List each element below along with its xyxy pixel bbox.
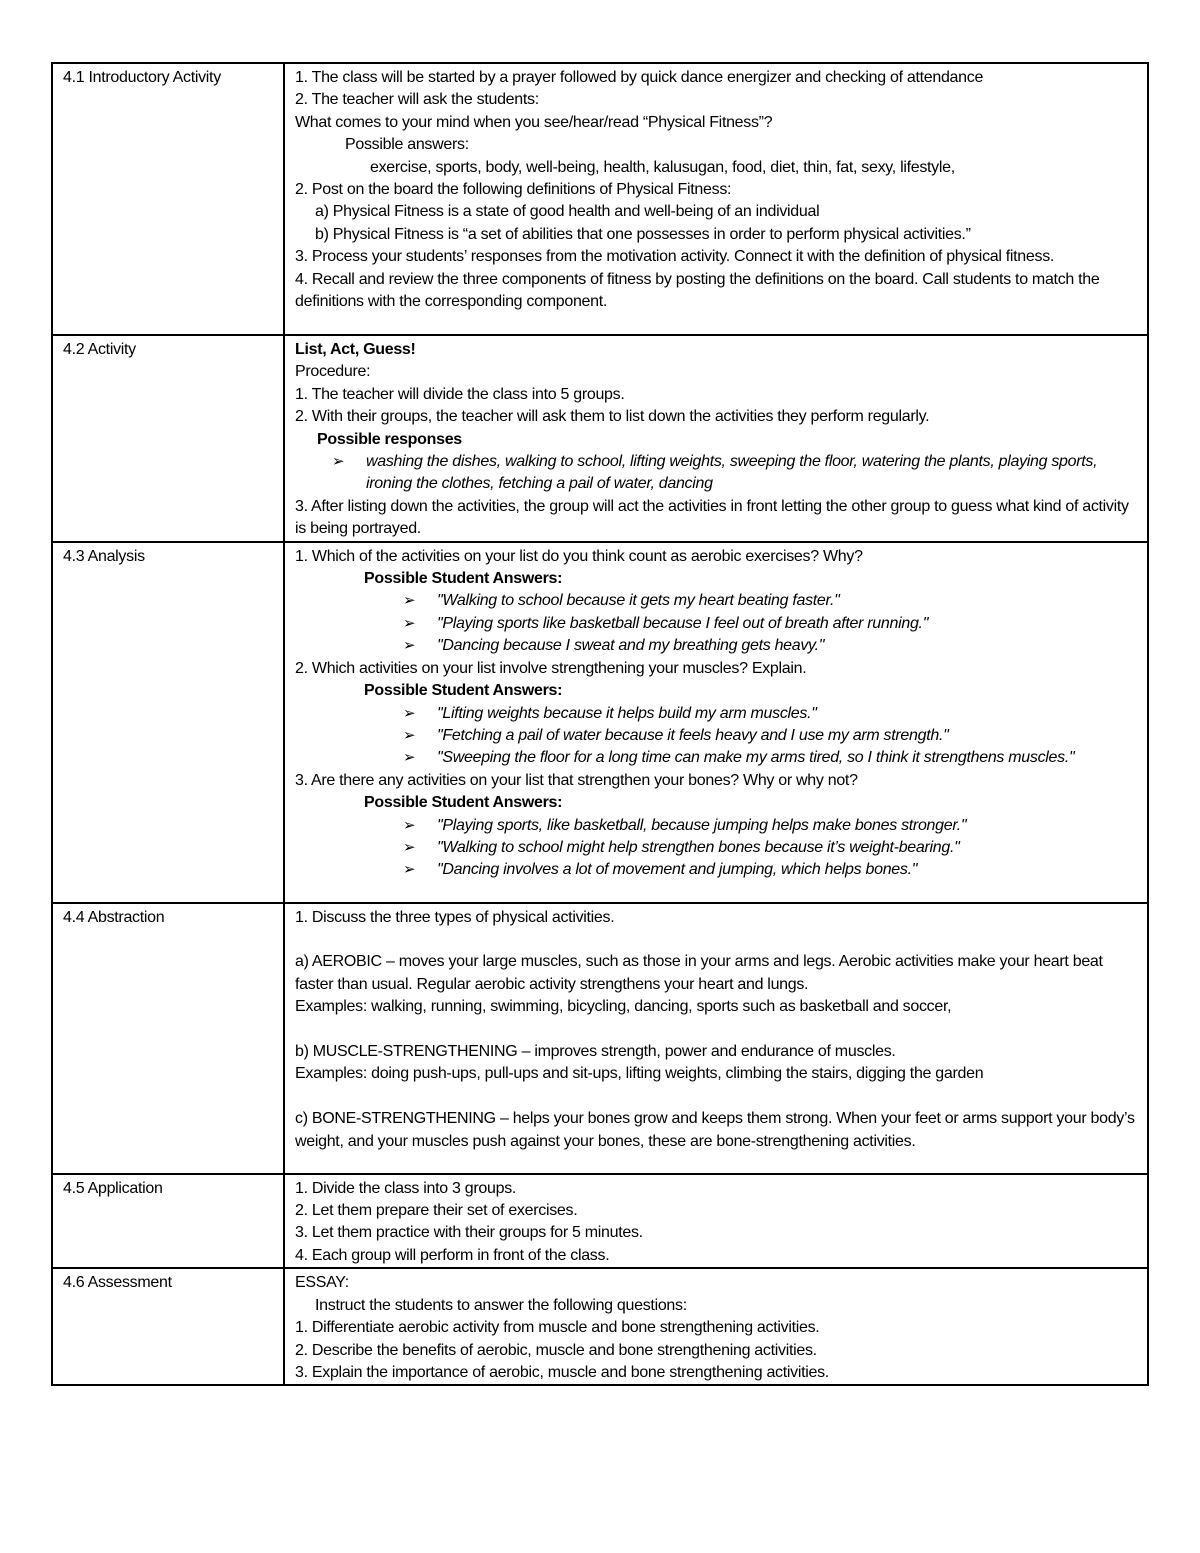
text-paragraph: a) AEROBIC – moves your large muscles, such as those in your arms and legs. Aerobic activities make your heart beat faster than usual. Regular aerobic activity strengthens your heart and lungs. [295, 953, 1103, 993]
text-line: Instruct the students to answer the following questions: [315, 1296, 687, 1314]
text-line: 1. Discuss the three types of physical activities. [295, 908, 615, 926]
bullet-item [295, 837, 1138, 859]
text-line: 2. Post on the board the following definitions of Physical Fitness: [295, 181, 732, 199]
row-label: 4.6 Assessment [52, 1268, 284, 1385]
arrowhead-bullet-icon: ➢ [403, 861, 416, 879]
bullet-text: "Lifting weights because it helps build my arm muscles." [437, 704, 817, 722]
arrowhead-bullet-icon: ➢ [403, 816, 416, 834]
bullet-text: "Fetching a pail of water because it feels heavy and I use my arm strength." [437, 726, 949, 744]
row-introductory-activity [52, 63, 1148, 335]
arrowhead-bullet-icon: ➢ [403, 838, 416, 856]
text-line: Examples: doing push-ups, pull-ups and sit-ups, lifting weights, climbing the stairs, digging the garden [295, 1065, 984, 1083]
answers-heading: Possible Student Answers: [364, 682, 563, 700]
row-application [52, 1174, 1148, 1269]
text-line: b) Physical Fitness is “a set of abilities that one possesses in order to perform physical activities.” [315, 225, 971, 243]
question: 2. Which activities on your list involve strengthening your muscles? Explain. [295, 659, 807, 677]
bullet-item [295, 590, 1138, 612]
row-content [284, 63, 1148, 335]
bullet-item [295, 613, 1138, 635]
text-line: 1. The class will be started by a prayer followed by quick dance energizer and checking of attendance [295, 69, 984, 86]
bullet-item [295, 815, 1138, 837]
bullet-item [295, 747, 1138, 769]
bullet-text: "Playing sports, like basketball, because jumping helps make bones stronger." [437, 816, 967, 834]
text-line: Examples: walking, running, swimming, bicycling, dancing, sports such as basketball and soccer, [295, 998, 952, 1016]
bullet-text: "Sweeping the floor for a long time can make my arms tired, so I think it strengthens muscles." [437, 749, 1075, 767]
row-label: 4.1 Introductory Activity [52, 63, 284, 335]
text-paragraph: c) BONE-STRENGTHENING – helps your bones grow and keeps them strong. When your feet or arms support your body’s weight, and your muscles push against your bones, these are bone-strengthening activities. [295, 1110, 1135, 1150]
row-assessment [52, 1268, 1148, 1385]
row-label: 4.4 Abstraction [52, 903, 284, 1174]
row-label: 4.2 Activity [52, 335, 284, 542]
bullet-text: "Dancing because I sweat and my breathing gets heavy." [437, 637, 825, 655]
responses-heading: Possible responses [317, 430, 462, 448]
row-content [284, 903, 1148, 1174]
text-line: 3. Process your students’ responses from the motivation activity. Connect it with the definition of physical fitness. [295, 248, 1055, 266]
answers-heading: Possible Student Answers: [364, 794, 563, 812]
text-line: 2. Describe the benefits of aerobic, muscle and bone strengthening activities. [295, 1341, 817, 1359]
row-content [284, 335, 1148, 542]
text-line: 2. The teacher will ask the students: [295, 91, 539, 109]
row-abstraction [52, 903, 1148, 1174]
bullet-item [295, 635, 1138, 657]
text-line: 2. With their groups, the teacher will ask them to list down the activities they perform regularly. [295, 408, 930, 426]
arrowhead-bullet-icon: ➢ [332, 453, 345, 471]
bullet-text: "Walking to school because it gets my heart beating faster." [437, 592, 840, 610]
activity-title: List, Act, Guess! [295, 341, 416, 358]
row-analysis [52, 542, 1148, 903]
bullet-item [295, 703, 1138, 725]
arrowhead-bullet-icon: ➢ [403, 614, 416, 632]
bullet-text: "Dancing involves a lot of movement and jumping, which helps bones." [437, 861, 918, 879]
row-label: 4.3 Analysis [52, 542, 284, 903]
lesson-plan-table [51, 62, 1149, 1386]
bullet-text: "Walking to school might help strengthen bones because it’s weight-bearing." [437, 838, 960, 856]
arrowhead-bullet-icon: ➢ [403, 592, 416, 610]
text-line: What comes to your mind when you see/hear/read “Physical Fitness”? [295, 113, 773, 131]
bullet-item [295, 451, 1138, 496]
row-label: 4.5 Application [52, 1174, 284, 1269]
arrowhead-bullet-icon: ➢ [403, 749, 416, 767]
row-activity [52, 335, 1148, 542]
text-line: a) Physical Fitness is a state of good health and well-being of an individual [315, 203, 820, 221]
text-line: 1. Divide the class into 3 groups. [295, 1179, 517, 1197]
bullet-item [295, 859, 1138, 881]
arrowhead-bullet-icon: ➢ [403, 637, 416, 655]
text-line: 2. Let them prepare their set of exercises. [295, 1202, 578, 1220]
question: 1. Which of the activities on your list do you think count as aerobic exercises? Why? [295, 547, 863, 565]
text-line: b) MUSCLE-STRENGTHENING – improves strength, power and endurance of muscles. [295, 1043, 896, 1061]
text-line: 1. The teacher will divide the class into 5 groups. [295, 385, 625, 403]
row-content [284, 1174, 1148, 1269]
bullet-text: washing the dishes, walking to school, lifting weights, sweeping the floor, watering the plants, playing sports, ironing the clothes, fetching a pail of water, dancing [366, 453, 1098, 493]
bullet-item [295, 725, 1138, 747]
row-content [284, 542, 1148, 903]
text-line: 3. Explain the importance of aerobic, muscle and bone strengthening activities. [295, 1363, 829, 1381]
row-content [284, 1268, 1148, 1385]
text-paragraph: 4. Recall and review the three components of fitness by posting the definitions on the board. Call students to match the definitions with the corresponding component. [295, 270, 1100, 311]
answers-heading: Possible Student Answers: [364, 570, 563, 588]
text-paragraph: 3. After listing down the activities, the group will act the activities in front letting the other group to guess what kind of activity is being portrayed. [295, 497, 1129, 538]
text-line: 1. Differentiate aerobic activity from muscle and bone strengthening activities. [295, 1319, 820, 1337]
text-line: 3. Let them practice with their groups for 5 minutes. [295, 1224, 643, 1242]
bullet-text: "Playing sports like basketball because I feel out of breath after running." [437, 614, 929, 632]
arrowhead-bullet-icon: ➢ [403, 726, 416, 744]
question: 3. Are there any activities on your list that strengthen your bones? Why or why not? [295, 771, 858, 789]
arrowhead-bullet-icon: ➢ [403, 704, 416, 722]
text-line: Possible answers: [345, 136, 469, 154]
text-line: ESSAY: [295, 1274, 349, 1292]
text-line: 4. Each group will perform in front of the class. [295, 1246, 610, 1264]
text-line: exercise, sports, body, well-being, health, kalusugan, food, diet, thin, fat, sexy, lifestyle, [370, 158, 955, 176]
text-line: Procedure: [295, 363, 371, 381]
